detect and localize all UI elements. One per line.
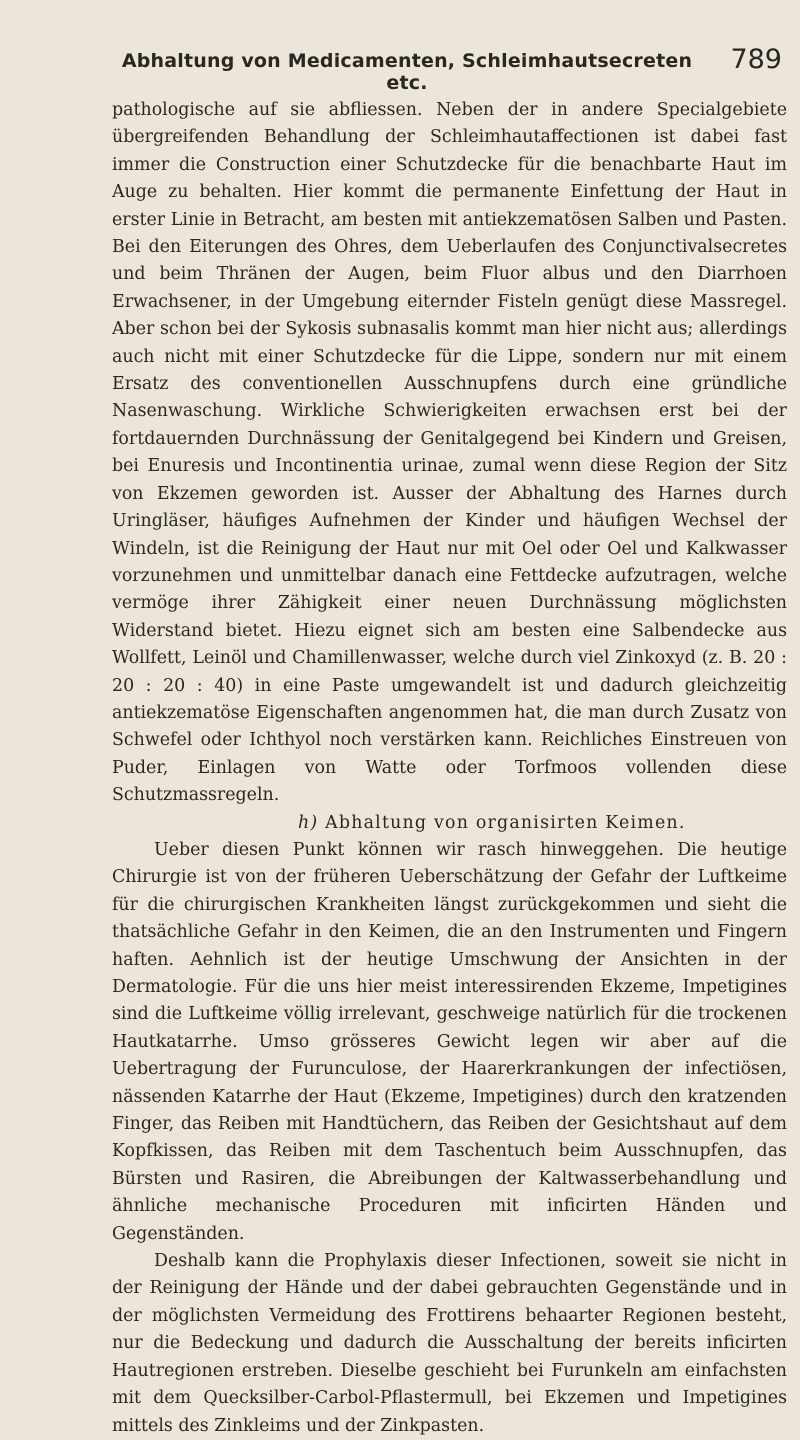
running-title: Abhaltung von Medicamenten, Schleimhautsecreten etc. [121, 50, 693, 94]
paragraph-protective-covering: pathologische auf sie abfliessen. Neben der in andere Specialgebiete übergreifenden Behandlung der Schleimhautaffectionen ist dabei fast immer die Construction einer Schutzdecke für die benachbarte Haut im Auge zu behalten. Hier kommt die permanente Einfettung der Haut in erster Linie in Betracht, am besten mit antiekzematösen Salben und Pasten. Bei den Eiterungen des Ohres, dem Ueberlaufen des Conjunctivalsecretes und beim Thränen der Augen, beim Fluor albus und den Diarrhoen Erwachsener, in der Umgebung eiternder Fisteln genügt diese Massregel. Aber schon bei der Sykosis subnasalis kommt man hier nicht aus; allerdings auch nicht mit einer Schutzdecke für die Lippe, sondern nur mit einem Ersatz des conventionellen Ausschnupfens durch eine gründliche Nasenwaschung. Wirkliche Schwierigkeiten erwachsen erst bei der fortdauernden Durchnässung der Genitalgegend bei Kindern und Greisen, bei Enuresis und Incontinentia urinae, zumal wenn diese Region der Sitz von Ekzemen geworden ist. Ausser der Abhaltung des Harnes durch Uringläser, häufiges Aufnehmen der Kinder und häufigen Wechsel der Windeln, ist die Reinigung der Haut nur mit Oel oder Oel und Kalkwasser vorzunehmen und unmittelbar danach eine Fettdecke aufzutragen, welche vermöge ihrer Zähigkeit einer neuen Durchnässung möglichsten Widerstand bietet. Hiezu eignet sich am besten eine Salbendecke aus Wollfett, Leinöl und Chamillenwasser, welche durch viel Zinkoxyd (z. B. 20 : 20 : 20 : 40) in eine Paste umgewandelt ist und dadurch gleichzeitig antiekzematöse Eigenschaften angenommen hat, die man durch Zusatz von Schwefel oder Ichthyol noch verstärken kann. Reichliches Einstreuen von Puder, Einlagen von Watte oder Torfmoos vollenden diese Schutzmassregeln. [112, 100, 787, 806]
paragraph-germs: Ueber diesen Punkt können wir rasch hinweggehen. Die heutige Chirurgie ist von der früheren Ueberschätzung der Gefahr der Luftkeime für die chirurgischen Krankheiten längst zurückgekommen und sieht die thatsächliche Gefahr in den Keimen, die an den Instrumenten und Fingern haften. Aehnlich ist der heutige Umschwung der Ansichten in der Dermatologie. Für die uns hier meist interessirenden Ekzeme, Impetigines sind die Luftkeime völlig irrelevant, geschweige natürlich für die trockenen Hautkatarrhe. Umso grösseres Gewicht legen wir aber auf die Uebertragung der Furunculose, der Haarerkrankungen der infectiösen, nässenden Katarrhe der Haut (Ekzeme, Impetigines) durch den kratzenden Finger, das Reiben mit Handtüchern, das Reiben der Gesichtshaut auf dem Kopfkissen, das Reiben mit dem Taschentuch beim Ausschnupfen, das Bürsten und Rasiren, die Abreibungen der Kaltwasserbehandlung und ähnliche mechanische Proceduren mit inficirten Händen und Gegenständen. [112, 839, 787, 1244]
section-marker: h) [298, 812, 319, 833]
page-number: 789 [730, 44, 782, 75]
body-text [112, 97, 787, 1440]
section-heading [112, 810, 787, 837]
section-title: Abhaltung von organisirten Keimen. [325, 812, 686, 833]
running-head [112, 44, 782, 94]
paragraph-prophylaxis: Deshalb kann die Prophylaxis dieser Infectionen, soweit sie nicht in der Reinigung der Hände und der dabei gebrauchten Gegenstände und in der möglichsten Vermeidung des Frottirens behaarter Regionen besteht, nur die Bedeckung und dadurch die Ausschaltung der bereits inficirten Hautregionen erstreben. Dieselbe geschieht bei Furunkeln am einfachsten mit dem Quecksilber-Carbol-Pflastermull, bei Ekzemen und Impetigines mittels des Zinkleims und der Zinkpasten. [112, 1251, 787, 1436]
